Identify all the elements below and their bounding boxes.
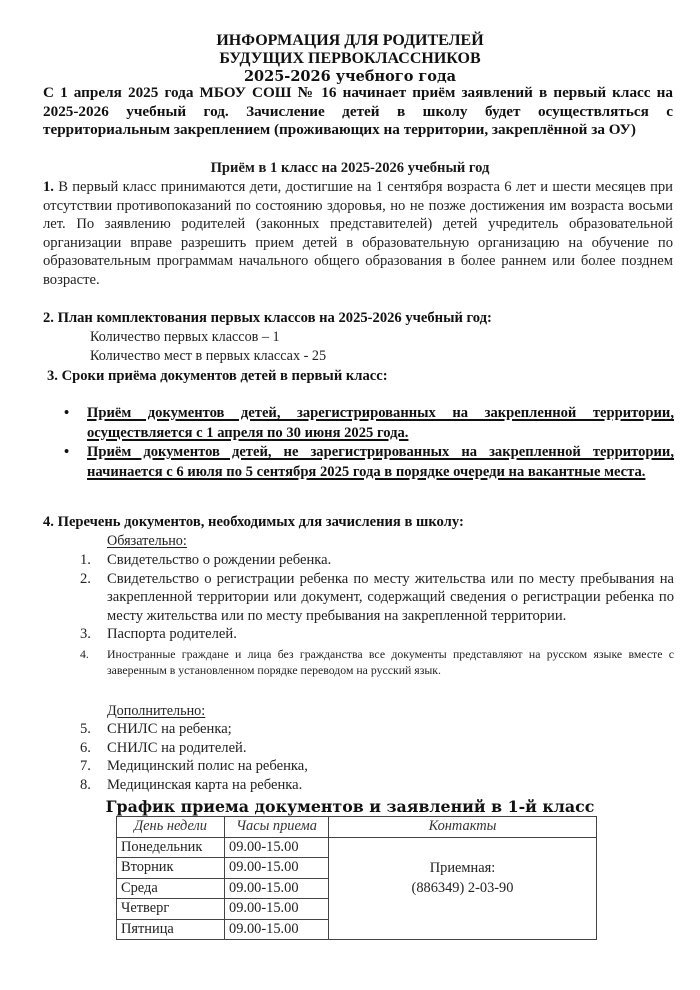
document-item: 4. Иностранные граждане и лица без гражданства все документы представляют на русском языке вместе с заверенным в установленном порядке переводом на русский язык. [80,646,674,677]
day-cell: Четверг [117,899,225,920]
title-line-3: 2025-2026 учебного года [243,68,457,85]
column-header-contacts: Контакты [329,817,597,838]
column-header-day: День недели [117,817,225,838]
deadline-item [60,443,674,482]
section-1-paragraph [43,178,673,289]
hours-cell: 09.00-15.00 [225,837,329,858]
classes-count-line: Количество первых классов – 1 [90,329,280,345]
required-label: Обязательно: [107,533,187,549]
contact-label: Приемная: [429,860,496,877]
section-2-heading: 2. План комплектования первых классов на 2025-2026 учебный год: [43,310,492,326]
document-item: 2. Свидетельство о регистрации ребенка по месту жительства или по месту пребывания на закрепленной территории или документ, содержащий сведения о регистрации ребенка по месту жительства или по месту пребывания на закрепленной территории. [80,570,674,624]
document-item: 1. Свидетельство о рождении ребенка. [80,552,332,568]
document-item: 8. Медицинская карта на ребенка. [80,776,303,793]
day-cell: Среда [117,878,225,899]
document-item: 3. Паспорта родителей. [80,626,237,642]
section-4-heading: 4. Перечень документов, необходимых для зачисления в школу: [43,514,464,530]
deadlines-list [60,404,674,482]
deadline-text: Приём документов детей, не зарегистрированных на закрепленной территории, начинается с 6 июля по 5 сентября 2025 года в порядке очереди на вакантные места. [87,444,674,480]
day-cell: Пятница [117,919,225,940]
deadline-item [60,404,674,443]
document-item: 7. Медицинский полис на ребенка, [80,758,308,774]
intro-paragraph: С 1 апреля 2025 года МБОУ СОШ № 16 начинает приём заявлений в первый класс на 2025-2026 учебный год. Зачисление детей в школу будет осуществляться с территориальным закреплением (проживающих на территории, закреплённой за ОУ) [43,84,673,138]
hours-cell: 09.00-15.00 [225,919,329,940]
hours-cell: 09.00-15.00 [225,858,329,879]
day-cell: Вторник [117,858,225,879]
seats-count-line: Количество мест в первых классах - 25 [90,348,327,364]
section-3-heading: 3. Сроки приёма документов детей в первый класс: [47,368,388,384]
section-1-text: В первый класс принимаются дети, достигшие на 1 сентября возраста 6 лет и шести месяцев при отсутствии противопоказаний по состоянию здоровья, но не позже достижения им возраста восьми лет. По заявлению родителей (законных представителей) детей учредитель образовательной организации вправе разрешить прием детей в образовательную организацию на обучение по образовательным программам начального общего образования в более раннем или более позднем возрасте. [43,179,673,288]
bullet-icon: • [64,405,70,421]
optional-documents-list [80,720,674,794]
contact-cell [329,837,597,940]
bullet-icon: • [64,444,70,460]
day-cell: Понедельник [117,837,225,858]
table-row [117,837,597,858]
hours-cell: 09.00-15.00 [225,878,329,899]
required-documents-list [80,551,674,678]
optional-label: Дополнительно: [107,703,206,719]
hours-cell: 09.00-15.00 [225,899,329,920]
schedule-table [116,816,597,940]
admission-heading: Приём в 1 класс на 2025-2026 учебный год [210,160,490,176]
deadline-text: Приём документов детей, зарегистрированных на закрепленной территории, осуществляется с 1 апреля по 30 июня 2025 года. [87,405,674,441]
table-header-row [117,817,597,838]
section-1-number: 1. [43,179,54,195]
contact-phone: (886349) 2-03-90 [411,880,514,897]
schedule-title: График приема документов и заявлений в 1-й класс [105,797,595,816]
document-item: 6. СНИЛС на родителей. [80,739,247,756]
title-line-2: БУДУЩИХ ПЕРВОКЛАССНИКОВ [219,50,481,67]
column-header-hours: Часы приема [225,817,329,838]
document-title [0,32,700,86]
title-line-1: ИНФОРМАЦИЯ ДЛЯ РОДИТЕЛЕЙ [216,32,484,49]
document-item: 5. СНИЛС на ребенка; [80,721,232,737]
